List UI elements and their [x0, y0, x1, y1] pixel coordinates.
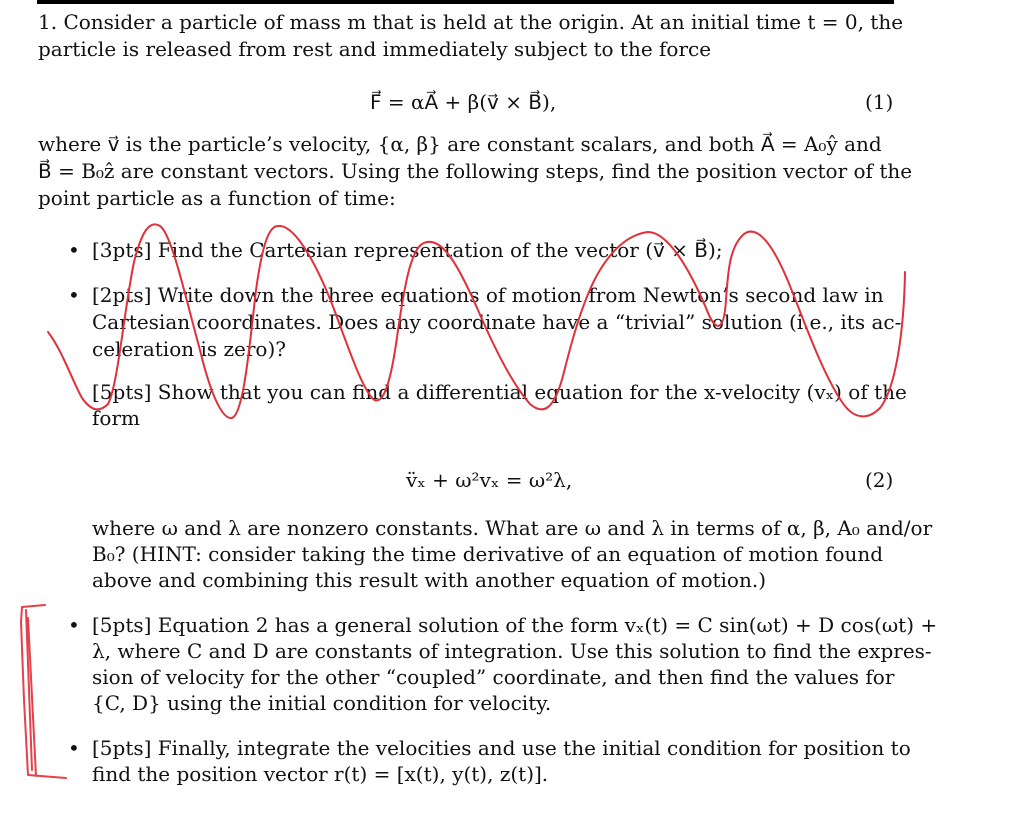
equation-1-number: (1): [865, 90, 894, 114]
after-eq1-line-2: B⃗ = B₀ẑ are constant vectors. Using the following steps, find the position vector of the: [38, 159, 913, 183]
step-5-line-1: [5pts] Finally, integrate the velocities and use the initial condition for position to: [92, 736, 911, 760]
intro-line-1: 1. Consider a particle of mass m that is held at the origin. At an initial time t = 0, the: [38, 10, 904, 34]
red-wavy-scribble: [48, 224, 905, 418]
bullet-1: •: [68, 238, 80, 262]
equation-1: F⃗ = αA⃗ + β(v⃗ × B⃗),: [370, 90, 557, 114]
bullet-2: •: [68, 283, 80, 307]
step-2-line-1: [2pts] Write down the three equations of motion from Newton’s second law in: [92, 283, 884, 307]
equation-2-number: (2): [865, 468, 894, 492]
red-bracket: [21, 605, 66, 778]
after-eq1-line-1: where v⃗ is the particle’s velocity, {α, β} are constant scalars, and both A⃗ = A₀ŷ and: [38, 132, 882, 156]
equation-2: v̈ₓ + ω²vₓ = ω²λ,: [406, 468, 573, 492]
step-1: [3pts] Find the Cartesian representation of the vector (v⃗ × B⃗);: [92, 238, 723, 262]
step-4-line-1: [5pts] Equation 2 has a general solution of the form vₓ(t) = C sin(ωt) + D cos(ωt) +: [92, 613, 938, 637]
step-3-after-line-2: B₀? (HINT: consider taking the time derivative of an equation of motion found: [92, 542, 884, 566]
step-3-after-line-3: above and combining this result with another equation of motion.): [92, 568, 767, 592]
after-eq1-line-3: point particle as a function of time:: [38, 186, 396, 210]
intro-line-2: particle is released from rest and immediately subject to the force: [38, 37, 712, 61]
step-4-line-2: λ, where C and D are constants of integration. Use this solution to find the expres-: [92, 639, 932, 663]
step-3-line-2: form: [92, 406, 140, 430]
bullet-5: •: [68, 736, 80, 760]
step-2-line-2: Cartesian coordinates. Does any coordinate have a “trivial” solution (i.e., its ac-: [92, 310, 902, 334]
step-4-line-4: {C, D} using the initial condition for velocity.: [92, 691, 552, 715]
step-3-line-1: [5pts] Show that you can find a differential equation for the x-velocity (vₓ) of the: [92, 380, 907, 404]
bullet-4: •: [68, 613, 80, 637]
step-4-line-3: sion of velocity for the other “coupled” coordinate, and then find the values for: [92, 665, 895, 689]
step-5-line-2: find the position vector r(t) = [x(t), y(t), z(t)].: [92, 762, 549, 786]
step-2-line-3: celeration is zero)?: [92, 337, 286, 361]
step-3-after-line-1: where ω and λ are nonzero constants. What are ω and λ in terms of α, β, A₀ and/or: [92, 516, 933, 540]
